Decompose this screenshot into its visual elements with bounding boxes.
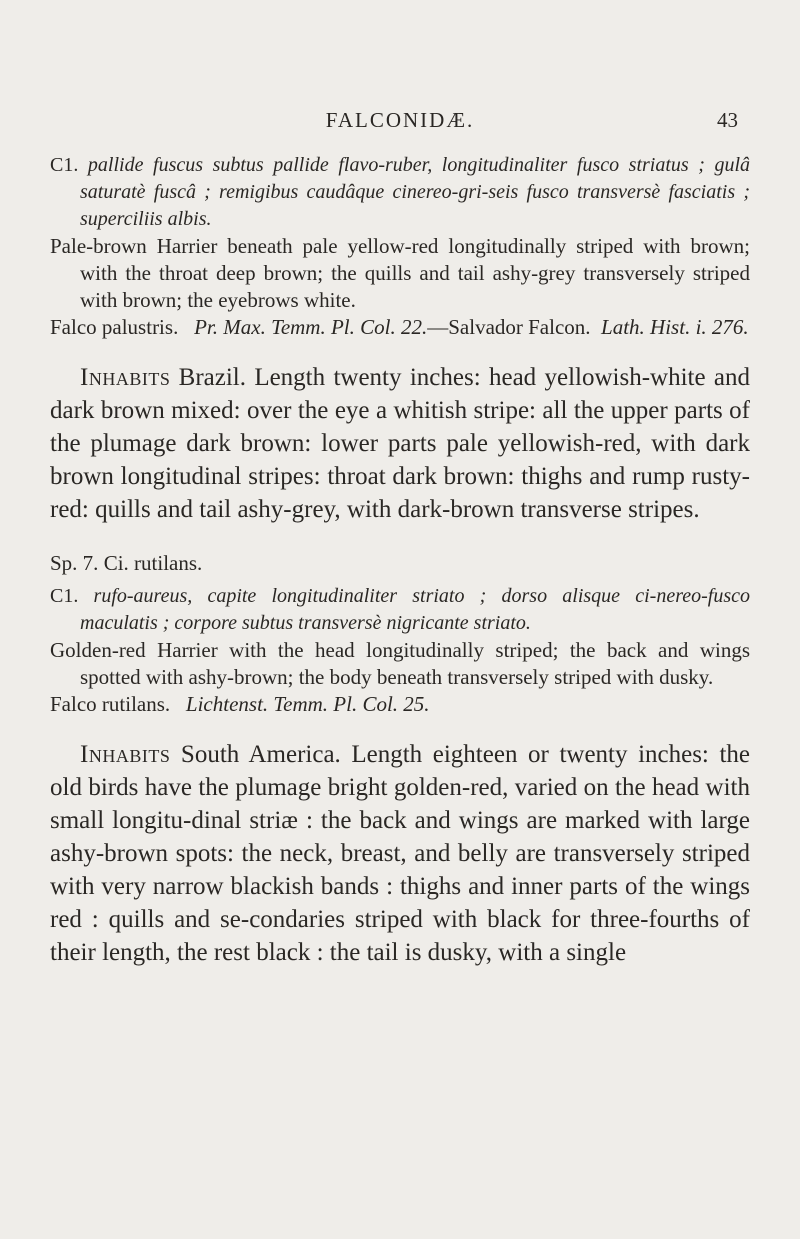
synonym-name: Falco palustris.: [50, 315, 179, 339]
habitat-paragraph: [50, 738, 750, 969]
habitat-paragraph: [50, 361, 750, 526]
synonymy: [50, 691, 750, 718]
latin-description: [50, 583, 750, 637]
habitat-label: Inhabits: [80, 364, 171, 391]
synonym-common: —Salvador Falcon.: [427, 315, 591, 339]
running-title: FALCONIDÆ.: [325, 108, 475, 132]
species-heading: [50, 550, 750, 577]
page-number: 43: [717, 108, 738, 132]
running-head: [0, 108, 800, 138]
latin-text: rufo-aureus, capite longitudinaliter striato ; dorso alisque ci-nereo-fusco maculatis ; corpore subtus transversè nigricante striato.: [80, 585, 750, 634]
latin-description: [50, 152, 750, 233]
english-description: Golden-red Harrier with the head longitudinally striped; the back and wings spotted with ashy-brown; the body beneath transversely striped with dusky.: [50, 638, 750, 689]
species-label: Sp. 7.: [50, 551, 99, 575]
habitat-label: Inhabits: [80, 741, 171, 768]
body-text: [50, 152, 750, 969]
species-name: Ci. rutilans.: [103, 551, 203, 575]
synonym-refs: Pr. Max. Temm. Pl. Col. 22.: [194, 315, 428, 339]
synonym-name: Falco rutilans.: [50, 692, 171, 716]
habitat-text: Brazil. Length twenty inches: head yellowish-white and dark brown mixed: over the eye a whitish stripe: all the upper parts of the plumage dark brown: lower parts pale yellowish-red, with dark brown longitudinal stripes: throat dark brown: thighs and rump rusty-red: quills and tail ashy-grey, with dark-brown transverse stripes.: [50, 364, 750, 523]
habitat-text: South America. Length eighteen or twenty inches: the old birds have the plumage bright golden-red, varied on the head with small longitu-dinal striæ : the back and wings are marked with large ashy-brown spots: the neck, breast, and belly are transversely striped with very narrow blackish bands : thighs and inner parts of the wings red : quills and se-condaries striped with black for three-fourths of their length, the rest black : the tail is dusky, with a single: [50, 741, 751, 966]
synonym-ref2: Lath. Hist. i. 276.: [601, 315, 749, 339]
latin-lead: C1.: [50, 585, 79, 607]
english-description: Pale-brown Harrier beneath pale yellow-red longitudinally striped with brown; with the throat deep brown; the quills and tail ashy-grey transversely striped with brown; the eyebrows white.: [50, 234, 750, 312]
latin-lead: C1.: [50, 154, 79, 176]
synonymy: [50, 314, 750, 341]
latin-text: pallide fuscus subtus pallide flavo-ruber, longitudinaliter fusco striatus ; gulâ saturatè fuscâ ; remigibus caudâque cinereo-gri-seis fusco transversè fasciatis ; superciliis albis.: [80, 154, 751, 230]
synonym-refs: Lichtenst. Temm. Pl. Col. 25.: [185, 692, 430, 716]
